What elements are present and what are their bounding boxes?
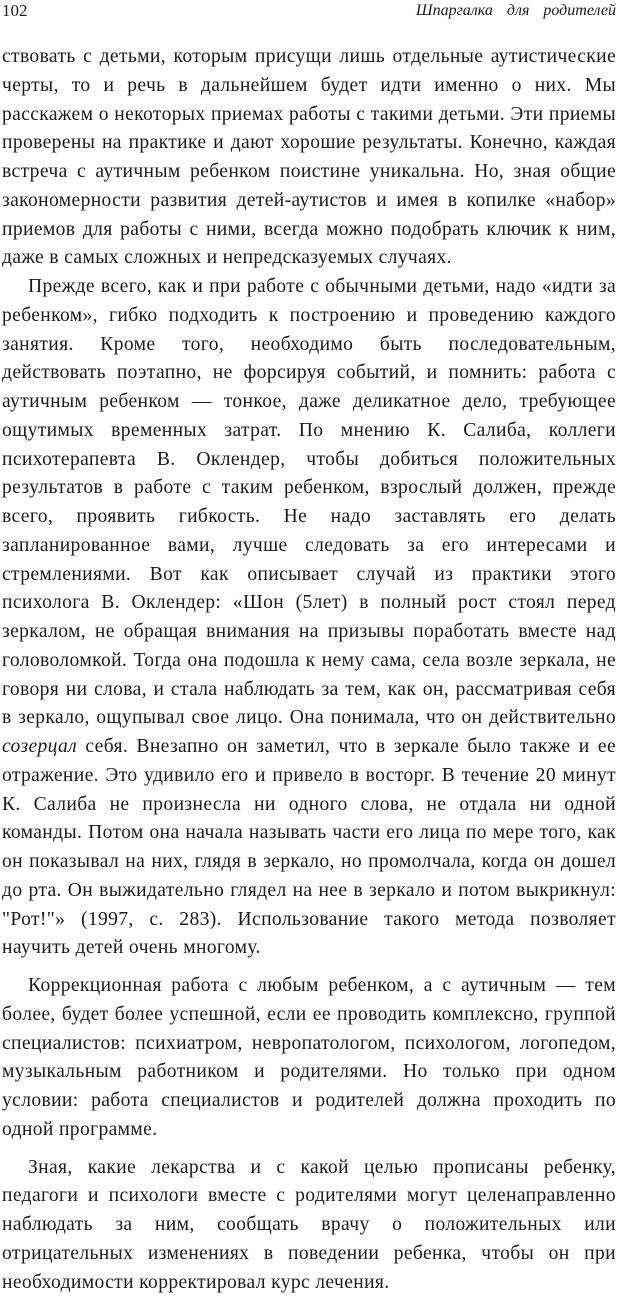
page-header bbox=[0, 0, 620, 22]
paragraph-medication: Зная, какие лекарства и с какой целью прописаны ребенку, педагоги и психологи вместе с родителями могут целенаправленно наблюдать за ним, сообщать врачу о положительных или отрицательных изменениях в поведении ребенка, чтобы он при необходимости корректировал курс лечения. bbox=[2, 1154, 616, 1297]
paragraph-case-study bbox=[2, 273, 616, 963]
paragraph-continuation: ствовать с детьми, которым присущи лишь отдельные аутистические черты, то и речь в дальнейшем будет идти именно о них. Мы расскажем о некоторых приемах работы с такими детьми. Эти приемы проверены на практике и дают хорошие результаты. Конечно, каждая встреча с аутичным ребенком поистине уникальна. Но, зная общие закономерности развития детей-аутистов и имея в копилке «набор» приемов для работы с ними, всегда можно подобрать ключик к ним, даже в самых сложных и непредсказуемых случаях. bbox=[2, 43, 616, 273]
running-title: Шпаргалка для родителей bbox=[416, 1, 616, 21]
page-number: 102 bbox=[2, 1, 28, 21]
body-text bbox=[2, 43, 616, 1297]
paragraph-correction-work: Коррекционная работа с любым ребенком, а с аутичным — тем более, будет более успешной, если ее проводить комплексно, группой специалистов: психиатром, невропатологом, психологом, логопедом, музыкальным работником и родителями. Но только при одном условии: работа специалистов и родителей должна проходить по одной программе. bbox=[2, 972, 616, 1145]
emphasized-word: созерцал bbox=[2, 736, 77, 757]
paragraph-text-end: себя. Внезапно он заметил, что в зеркале было также и ее отражение. Это удивило его и привело в восторг. В течение 20 минут К. Салиба не произнесла ни одного слова, не отдала ни одной команды. Потом она начала называть части его лица по мере того, как он показывал на них, глядя в зеркало, но промолчала, когда он дошел до рта. Он выжидательно глядел на нее в зеркало и потом выкрикнул: "Рот!"» (1997, с. 283). Использование такого метода позволяет научить детей очень многому. bbox=[2, 736, 616, 958]
paragraph-text-start: Прежде всего, как и при работе с обычными детьми, надо «идти за ребенком», гибко подходить к построению и проведению каждого занятия. Кроме того, необходимо быть последовательным, действовать поэтапно, не форсируя событий, и помнить: работа с аутичным ребенком — тонкое, даже деликатное дело, требующее ощутимых временных затрат. По мнению К. Салиба, коллеги психотерапевта В. Оклендер, чтобы добиться положительных результатов в работе с таким ребенком, взрослый должен, прежде всего, проявить гибкость. Не надо заставлять его делать запланированное вами, лучше следовать за его интересами и стремлениями. Вот как описывает случай из практики этого психолога В. Оклендер: «Шон (5лет) в полный рост стоял перед зеркалом, не обращая внимания на призывы поработать вместе над головоломкой. Тогда она подошла к нему сама, села возле зеркала, не говоря ни слова, и стала наблюдать за тем, как он, рассматривая себя в зеркало, ощупывал свое лицо. Она понимала, что он действительно bbox=[2, 276, 616, 728]
